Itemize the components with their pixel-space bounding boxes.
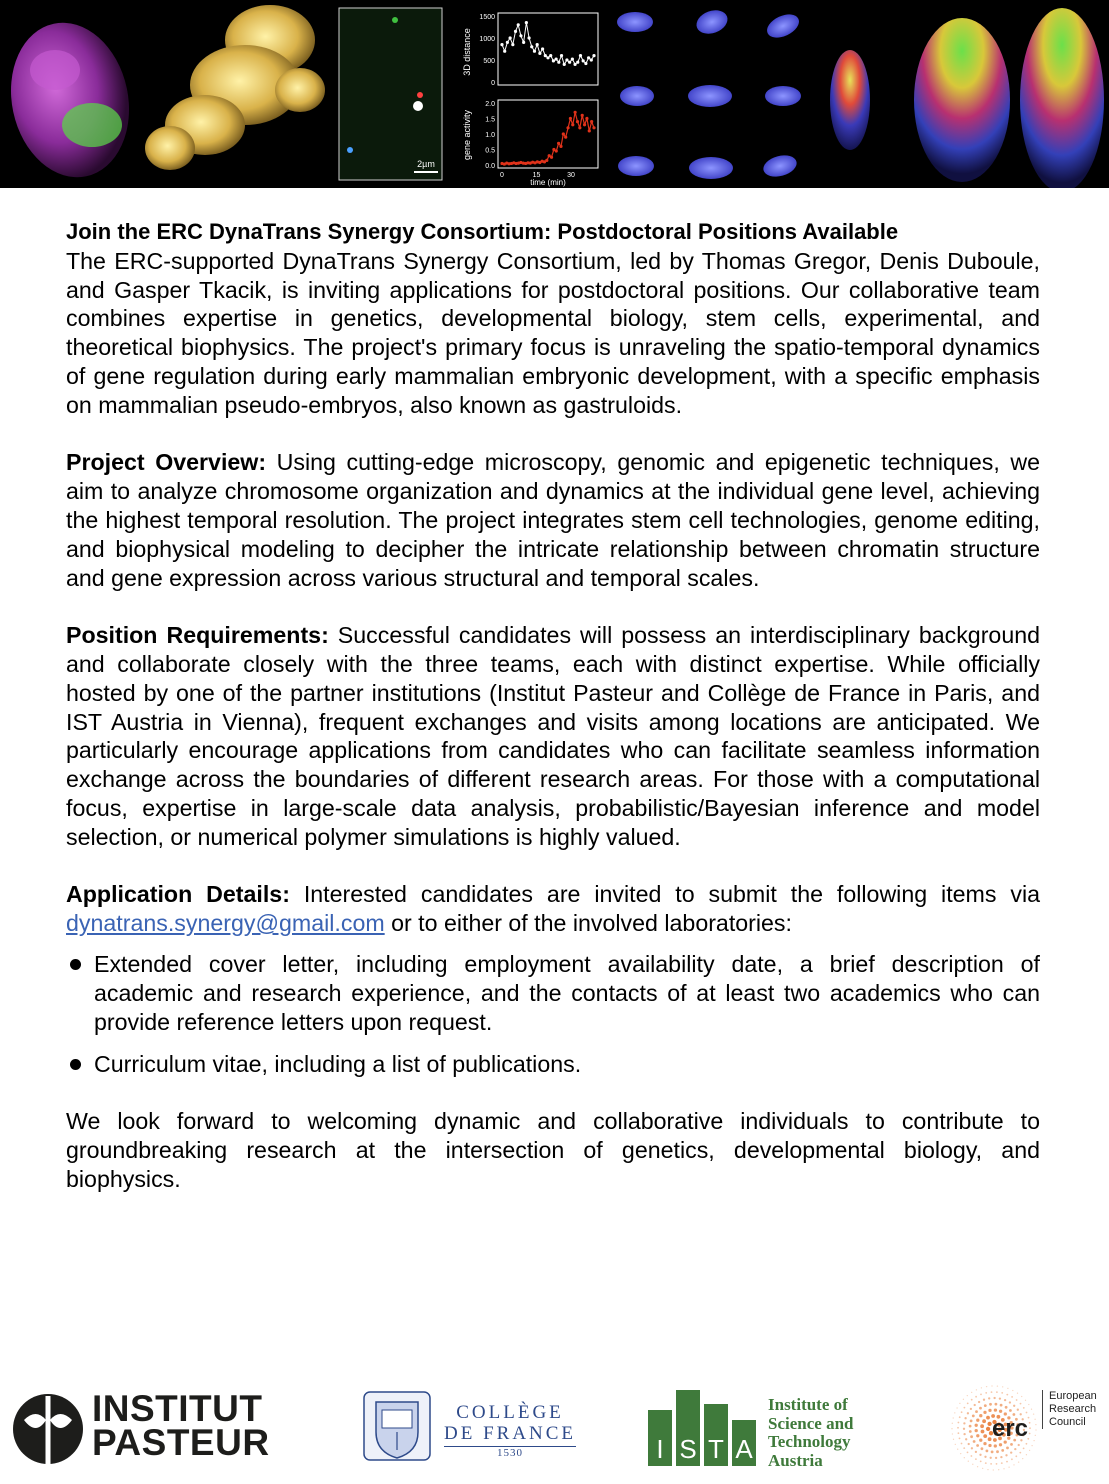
erc-dot bbox=[955, 1444, 956, 1445]
application-details-text: Interested candidates are invited to submit the following items via bbox=[289, 881, 1040, 908]
erc-dot bbox=[967, 1412, 969, 1414]
erc-line1: European bbox=[1049, 1390, 1097, 1402]
scale-bar-label: 2µm bbox=[417, 159, 435, 169]
erc-dot bbox=[956, 1407, 957, 1408]
erc-dot bbox=[1033, 1413, 1034, 1414]
plot-3d-distance bbox=[462, 13, 598, 87]
erc-dot bbox=[969, 1430, 972, 1433]
erc-dot bbox=[1017, 1393, 1018, 1394]
erc-dot bbox=[985, 1462, 987, 1464]
erc-dot bbox=[1006, 1461, 1008, 1463]
plot-top-point bbox=[514, 30, 517, 33]
erc-dot bbox=[951, 1428, 952, 1429]
erc-dot bbox=[985, 1392, 987, 1394]
erc-dot bbox=[982, 1419, 986, 1423]
plot-bottom-point bbox=[562, 132, 565, 135]
erc-dot bbox=[972, 1464, 973, 1465]
ista-line4: Austria bbox=[768, 1450, 823, 1470]
plot-top-point bbox=[509, 36, 512, 39]
erc-dot bbox=[960, 1453, 961, 1454]
erc-dot bbox=[973, 1440, 976, 1443]
plot-bottom-point bbox=[545, 159, 548, 162]
plot-bottom-xtick-label: 0 bbox=[500, 172, 504, 179]
erc-dot bbox=[1019, 1452, 1021, 1454]
erc-dot bbox=[1023, 1407, 1025, 1409]
erc-dot bbox=[1010, 1443, 1013, 1446]
erc-dot bbox=[1017, 1409, 1019, 1411]
erc-dot bbox=[986, 1427, 990, 1431]
erc-dot bbox=[953, 1417, 954, 1418]
plot-bottom-ytick-label: 2.0 bbox=[485, 101, 495, 108]
microscopy-panel bbox=[339, 8, 442, 180]
erc-dot bbox=[996, 1450, 999, 1453]
erc-dot bbox=[967, 1452, 969, 1454]
erc-dot bbox=[1021, 1396, 1022, 1397]
plot-top-point bbox=[571, 58, 574, 61]
position-requirements-text: Successful candidates will possess an interdisciplinary background and collaborate closely with the three teams, each with distinct expertise. While officially hosted by one of the partner institutions (Institut Pasteur and Collège de France in Paris, and IST Austria in Vienna), frequent exchanges and visits among locations are anticipated. We particularly encourage applications from candidates who can facilitate seamless information exchange across the boundaries of different research areas. For those with a computational focus, expertise in large-scale data analysis, probabilistic/Bayesian inference and model selection, or numerical polymer simulations is highly valued. bbox=[66, 622, 1041, 850]
erc-dot bbox=[976, 1434, 979, 1437]
plot-top-point bbox=[590, 58, 593, 61]
plot-bottom-ytick-label: 1.0 bbox=[485, 132, 495, 139]
erc-dot bbox=[1029, 1433, 1031, 1435]
plot-bottom-point bbox=[585, 117, 588, 120]
erc-dot bbox=[961, 1411, 963, 1413]
plot-top-point bbox=[563, 63, 566, 66]
plot-top-point bbox=[533, 50, 536, 53]
erc-dot bbox=[995, 1403, 998, 1406]
erc-dot bbox=[1029, 1427, 1031, 1429]
erc-dot bbox=[1003, 1468, 1004, 1469]
erc-dot bbox=[969, 1425, 972, 1428]
ista-line2: Science and bbox=[768, 1413, 854, 1433]
plot-top-point bbox=[519, 34, 522, 37]
erc-dot bbox=[977, 1466, 978, 1467]
plot-top-point bbox=[552, 59, 555, 62]
plot-bottom-point bbox=[592, 126, 595, 129]
project-overview-paragraph bbox=[66, 448, 1040, 592]
erc-dot bbox=[989, 1403, 992, 1406]
erc-dot bbox=[964, 1417, 966, 1419]
plot-bottom-xlabel: time (min) bbox=[530, 178, 566, 187]
plot-top-point bbox=[541, 47, 544, 50]
plot-top-point bbox=[555, 58, 558, 61]
erc-dot bbox=[1010, 1451, 1012, 1453]
erc-dot bbox=[1034, 1419, 1035, 1420]
plot-top-point bbox=[546, 56, 549, 59]
list-item: Curriculum vitae, including a list of publications. bbox=[66, 1050, 1040, 1079]
erc-dot bbox=[988, 1409, 991, 1412]
plot-top-point bbox=[587, 56, 590, 59]
erc-dot bbox=[979, 1454, 981, 1456]
erc-dot bbox=[952, 1423, 953, 1424]
list-item: Extended cover letter, including employment availability date, a brief description of academic and research experience, and the contacts of at least two academics who can provide reference letters upon request. bbox=[66, 950, 1040, 1036]
plot-top-point bbox=[573, 63, 576, 66]
erc-dot bbox=[1007, 1388, 1008, 1389]
erc-dot bbox=[979, 1414, 982, 1417]
erc-dot bbox=[957, 1427, 959, 1429]
erc-dot bbox=[964, 1407, 966, 1409]
erc-dot bbox=[1033, 1440, 1034, 1441]
erc-dot bbox=[991, 1385, 992, 1386]
plot-bottom-point bbox=[559, 145, 562, 148]
cdf-line1: COLLÈGE bbox=[456, 1402, 564, 1423]
erc-dot bbox=[999, 1410, 1002, 1413]
erc-dot bbox=[957, 1449, 958, 1450]
erc-dot bbox=[986, 1386, 987, 1387]
plot-bottom-point bbox=[557, 142, 560, 145]
erc-dot bbox=[1023, 1448, 1025, 1450]
document-body bbox=[66, 218, 1040, 1194]
erc-dot bbox=[1000, 1404, 1003, 1407]
erc-dot bbox=[991, 1451, 994, 1454]
erc-dot bbox=[975, 1424, 978, 1427]
erc-mark: erc bbox=[991, 1415, 1029, 1442]
erc-dot bbox=[961, 1443, 963, 1445]
erc-dot bbox=[996, 1463, 998, 1465]
erc-dot bbox=[996, 1391, 998, 1393]
plot-top-point bbox=[565, 58, 568, 61]
plot-bottom-xtick-label: 15 bbox=[532, 172, 541, 179]
erc-dot bbox=[988, 1437, 992, 1441]
plot-top-point bbox=[527, 36, 530, 39]
erc-line3: Council bbox=[1049, 1416, 1086, 1428]
erc-dot bbox=[1011, 1458, 1013, 1460]
erc-dot bbox=[971, 1455, 973, 1457]
erc-dot bbox=[983, 1434, 987, 1438]
application-details-tail: or to either of the involved laboratories: bbox=[384, 910, 792, 937]
erc-dot bbox=[1026, 1412, 1028, 1414]
pasteur-wordmark bbox=[92, 1388, 270, 1463]
erc-dot bbox=[963, 1428, 965, 1430]
plot-top-point bbox=[582, 59, 585, 62]
erc-dot bbox=[963, 1447, 965, 1449]
plot-top-point bbox=[500, 43, 503, 46]
erc-dot bbox=[999, 1397, 1001, 1399]
plot-top-point bbox=[503, 50, 506, 53]
nuclei-grid-image bbox=[617, 6, 803, 180]
erc-dot bbox=[1000, 1456, 1002, 1458]
erc-dot bbox=[981, 1447, 984, 1450]
plot-top-point bbox=[511, 43, 514, 46]
erc-dot bbox=[1013, 1464, 1014, 1465]
erc-dot bbox=[959, 1438, 961, 1440]
erc-dot bbox=[968, 1461, 969, 1462]
plot-top-point bbox=[517, 23, 520, 26]
erc-dot bbox=[990, 1463, 992, 1465]
position-requirements-heading: Position Requirements: bbox=[66, 622, 329, 649]
plot-top-ytick-label: 0 bbox=[491, 80, 495, 87]
erc-dot bbox=[983, 1399, 985, 1401]
plot-top-point bbox=[536, 43, 539, 46]
erc-dot bbox=[975, 1458, 977, 1460]
erc-dot bbox=[1026, 1443, 1028, 1445]
cdf-wordmark bbox=[444, 1402, 576, 1459]
erc-dot bbox=[970, 1420, 973, 1423]
erc-dot bbox=[986, 1450, 989, 1453]
erc-dot bbox=[959, 1403, 960, 1404]
erc-dot bbox=[1013, 1405, 1015, 1407]
pasteur-emblem-icon bbox=[10, 1390, 86, 1468]
position-requirements-paragraph bbox=[66, 621, 1040, 851]
erc-dot bbox=[995, 1457, 997, 1459]
erc-dot bbox=[974, 1404, 976, 1406]
cdf-line3: 1530 bbox=[444, 1446, 576, 1459]
erc-dot bbox=[1031, 1409, 1032, 1410]
erc-logo bbox=[946, 1380, 1106, 1476]
plot-bottom-point bbox=[569, 117, 572, 120]
plot-bottom-xtick-label: 30 bbox=[567, 172, 575, 179]
erc-dot bbox=[1028, 1404, 1029, 1405]
erc-dot bbox=[1006, 1394, 1008, 1396]
erc-dot bbox=[1001, 1449, 1004, 1452]
closing-paragraph: We look forward to welcoming dynamic and collaborative individuals to contribute to groundbreaking research at the intersection of genetics, developmental biology, and biophysics. bbox=[66, 1108, 1040, 1192]
plot-top-point bbox=[530, 45, 533, 48]
erc-dot bbox=[983, 1442, 986, 1445]
erc-dot bbox=[952, 1433, 953, 1434]
erc-dot bbox=[1020, 1403, 1022, 1405]
plot-bottom-point bbox=[578, 126, 581, 129]
erc-dot bbox=[980, 1424, 984, 1428]
application-details-heading: Application Details: bbox=[66, 881, 290, 908]
cell-cluster-yellow-image bbox=[145, 5, 325, 170]
plot-bottom-point bbox=[566, 126, 569, 129]
intro-paragraph: The ERC-supported DynaTrans Synergy Consortium, led by Thomas Gregor, Denis Duboule, and Gasper Tkacik, is inviting applications for postdoctoral positions. Our collaborative team combines expertise in genetics, developmental biology, stem cells, experimental, and theoretical biophysics. The project's primary focus is unraveling the spatio-temporal dynamics of gene regulation during early mammalian embryonic development, with a specific emphasis on mammalian pseudo-embryos, also known as gastruloids. bbox=[66, 247, 1040, 418]
application-items-list bbox=[66, 950, 1040, 1079]
erc-dot bbox=[967, 1403, 969, 1405]
plot-top-point bbox=[568, 61, 571, 64]
erc-dot bbox=[1016, 1399, 1018, 1401]
erc-dot bbox=[958, 1422, 960, 1424]
ista-line3: Technology bbox=[768, 1432, 851, 1451]
plot-top-point bbox=[525, 21, 528, 24]
erc-dot bbox=[1004, 1399, 1006, 1401]
erc-dot bbox=[998, 1469, 999, 1470]
erc-dot bbox=[964, 1457, 965, 1458]
erc-dot bbox=[1001, 1392, 1003, 1394]
erc-dot bbox=[1005, 1406, 1008, 1409]
pasteur-line1: INSTITUT bbox=[92, 1388, 263, 1429]
cdf-crest-icon bbox=[358, 1386, 436, 1466]
erc-dot bbox=[994, 1408, 997, 1411]
ista-wordmark bbox=[768, 1396, 853, 1470]
erc-dot bbox=[959, 1416, 961, 1418]
erc-wordmark bbox=[1042, 1390, 1097, 1429]
plot-top-point bbox=[544, 54, 547, 57]
plot-bottom-point bbox=[588, 129, 591, 132]
erc-dot bbox=[1018, 1444, 1020, 1446]
erc-dot bbox=[1035, 1429, 1036, 1430]
plot-top-point bbox=[557, 61, 560, 64]
erc-dot bbox=[970, 1408, 972, 1410]
erc-dot bbox=[976, 1419, 979, 1422]
erc-dot bbox=[1035, 1435, 1036, 1436]
plot-bottom-point bbox=[590, 120, 593, 123]
erc-dot bbox=[1026, 1454, 1027, 1455]
erc-dot bbox=[1018, 1461, 1019, 1462]
erc-dot bbox=[990, 1457, 992, 1459]
erc-dot bbox=[1025, 1400, 1026, 1401]
erc-dot bbox=[979, 1439, 982, 1442]
erc-dot bbox=[988, 1397, 990, 1399]
partner-logos bbox=[0, 1376, 1109, 1484]
erc-dot bbox=[975, 1396, 977, 1398]
erc-dot bbox=[1035, 1424, 1036, 1425]
plot-bottom-point bbox=[581, 114, 584, 117]
erc-dot bbox=[980, 1461, 982, 1463]
erc-dot bbox=[1031, 1445, 1032, 1446]
erc-dot bbox=[971, 1392, 972, 1393]
college-de-france-logo bbox=[358, 1386, 578, 1476]
erc-dot bbox=[967, 1395, 968, 1396]
plot-bottom-point bbox=[576, 120, 579, 123]
erc-dot bbox=[958, 1432, 960, 1434]
plot-top-point bbox=[592, 54, 595, 57]
plot-top-point bbox=[576, 61, 579, 64]
email-link[interactable]: dynatrans.synergy@gmail.com bbox=[66, 910, 385, 937]
erc-dot bbox=[975, 1451, 977, 1453]
erc-dot bbox=[970, 1435, 973, 1438]
erc-dot bbox=[987, 1469, 988, 1470]
erc-dot bbox=[1005, 1454, 1007, 1456]
plot-top-ylabel: 3D distance bbox=[462, 28, 472, 76]
erc-dot bbox=[954, 1412, 955, 1413]
erc-dot bbox=[1015, 1455, 1017, 1457]
ista-bars-icon bbox=[648, 1390, 760, 1466]
erc-dot bbox=[976, 1389, 977, 1390]
ista-letter: S bbox=[679, 1434, 697, 1464]
pasteur-line2: PASTEUR bbox=[92, 1422, 270, 1463]
plot-bottom-point bbox=[583, 123, 586, 126]
erc-dot bbox=[979, 1407, 982, 1410]
erc-dot bbox=[981, 1430, 985, 1434]
header-image-strip bbox=[0, 0, 1109, 188]
erc-dot bbox=[994, 1444, 997, 1447]
plot-top-point bbox=[579, 54, 582, 57]
plot-top-point bbox=[584, 62, 587, 65]
erc-line2: Research bbox=[1049, 1403, 1097, 1415]
plot-top-ytick-label: 500 bbox=[483, 58, 495, 65]
erc-dot bbox=[965, 1438, 967, 1440]
erc-dot bbox=[972, 1415, 975, 1418]
plot-bottom-point bbox=[571, 123, 574, 126]
erc-dot bbox=[975, 1429, 978, 1432]
project-overview-heading: Project Overview: bbox=[66, 449, 267, 476]
erc-dot bbox=[993, 1469, 994, 1470]
erc-dot bbox=[1029, 1422, 1031, 1424]
erc-dot bbox=[978, 1401, 980, 1403]
erc-dot bbox=[982, 1468, 983, 1469]
erc-dot bbox=[988, 1444, 991, 1447]
erc-dot bbox=[991, 1391, 993, 1393]
erc-dot bbox=[1001, 1462, 1003, 1464]
erc-dot bbox=[1011, 1396, 1013, 1398]
erc-dot bbox=[983, 1411, 986, 1414]
erc-dot bbox=[953, 1439, 954, 1440]
erc-dot bbox=[976, 1444, 979, 1447]
erc-dot bbox=[1006, 1447, 1009, 1450]
plot-top-point bbox=[560, 54, 563, 57]
erc-dot bbox=[968, 1443, 970, 1445]
institut-pasteur-logo bbox=[10, 1390, 300, 1470]
erc-dot bbox=[997, 1385, 998, 1386]
ista-line1: Institute of bbox=[768, 1395, 848, 1414]
cdf-line2: DE FRANCE bbox=[444, 1423, 577, 1444]
plot-gene-activity bbox=[462, 100, 598, 187]
erc-dot bbox=[963, 1433, 965, 1435]
plot-bottom-point bbox=[555, 149, 558, 152]
ista-logo bbox=[648, 1390, 888, 1480]
erc-dot bbox=[971, 1399, 973, 1401]
plot-top-point bbox=[549, 54, 552, 57]
ista-letter: T bbox=[708, 1434, 724, 1464]
document-title: Join the ERC DynaTrans Synergy Consortium: Postdoctoral Positions Available bbox=[66, 219, 899, 244]
ista-letter: A bbox=[735, 1434, 753, 1464]
erc-dot bbox=[1022, 1458, 1023, 1459]
erc-dot bbox=[986, 1416, 990, 1420]
plot-top-ytick-label: 1500 bbox=[479, 14, 495, 21]
erc-dot bbox=[981, 1387, 982, 1388]
gastruloid-magenta-image bbox=[0, 12, 143, 188]
plot-bottom-point bbox=[574, 111, 577, 114]
plot-bottom-ytick-label: 0.5 bbox=[485, 147, 495, 155]
erc-dot bbox=[1009, 1401, 1011, 1403]
plot-bottom-point bbox=[564, 136, 567, 139]
gastruloid-rainbow-images bbox=[830, 8, 1104, 188]
erc-starburst-icon bbox=[946, 1380, 1042, 1476]
erc-dot bbox=[1008, 1467, 1009, 1468]
plot-top-point bbox=[522, 41, 525, 44]
plot-bottom-ytick-label: 1.5 bbox=[485, 116, 495, 124]
erc-dot bbox=[999, 1443, 1002, 1446]
project-overview-text: Using cutting-edge microscopy, genomic and epigenetic techniques, we aim to analyze chromosome organization and dynamics at the individual gene level, achieving the highest temporal resolution. The project integrates stem cell technologies, genome editing, and biophysical modeling to decipher the intricate relationship between chromatin structure and gene expression across various structural and temporal scales. bbox=[66, 449, 1040, 591]
erc-dot bbox=[975, 1410, 978, 1413]
plot-top-ytick-label: 1000 bbox=[479, 36, 495, 43]
plot-bottom-ylabel: gene activity bbox=[462, 109, 472, 161]
plot-top-point bbox=[538, 52, 541, 55]
ista-letter: I bbox=[656, 1434, 664, 1464]
erc-dot bbox=[1014, 1448, 1016, 1450]
erc-dot bbox=[980, 1394, 982, 1396]
erc-dot bbox=[963, 1399, 964, 1400]
plot-top-point bbox=[506, 41, 509, 44]
plot-bottom-ytick-label: 0.0 bbox=[485, 163, 495, 170]
erc-dot bbox=[984, 1404, 987, 1407]
erc-dot bbox=[971, 1447, 973, 1449]
application-details-paragraph bbox=[66, 880, 1040, 938]
erc-dot bbox=[1009, 1409, 1012, 1412]
erc-dot bbox=[1029, 1450, 1030, 1451]
erc-dot bbox=[1002, 1386, 1003, 1387]
erc-dot bbox=[1012, 1390, 1013, 1391]
erc-dot bbox=[984, 1456, 986, 1458]
erc-dot bbox=[963, 1422, 965, 1424]
plot-bottom-point bbox=[550, 156, 553, 159]
erc-dot bbox=[993, 1397, 995, 1399]
